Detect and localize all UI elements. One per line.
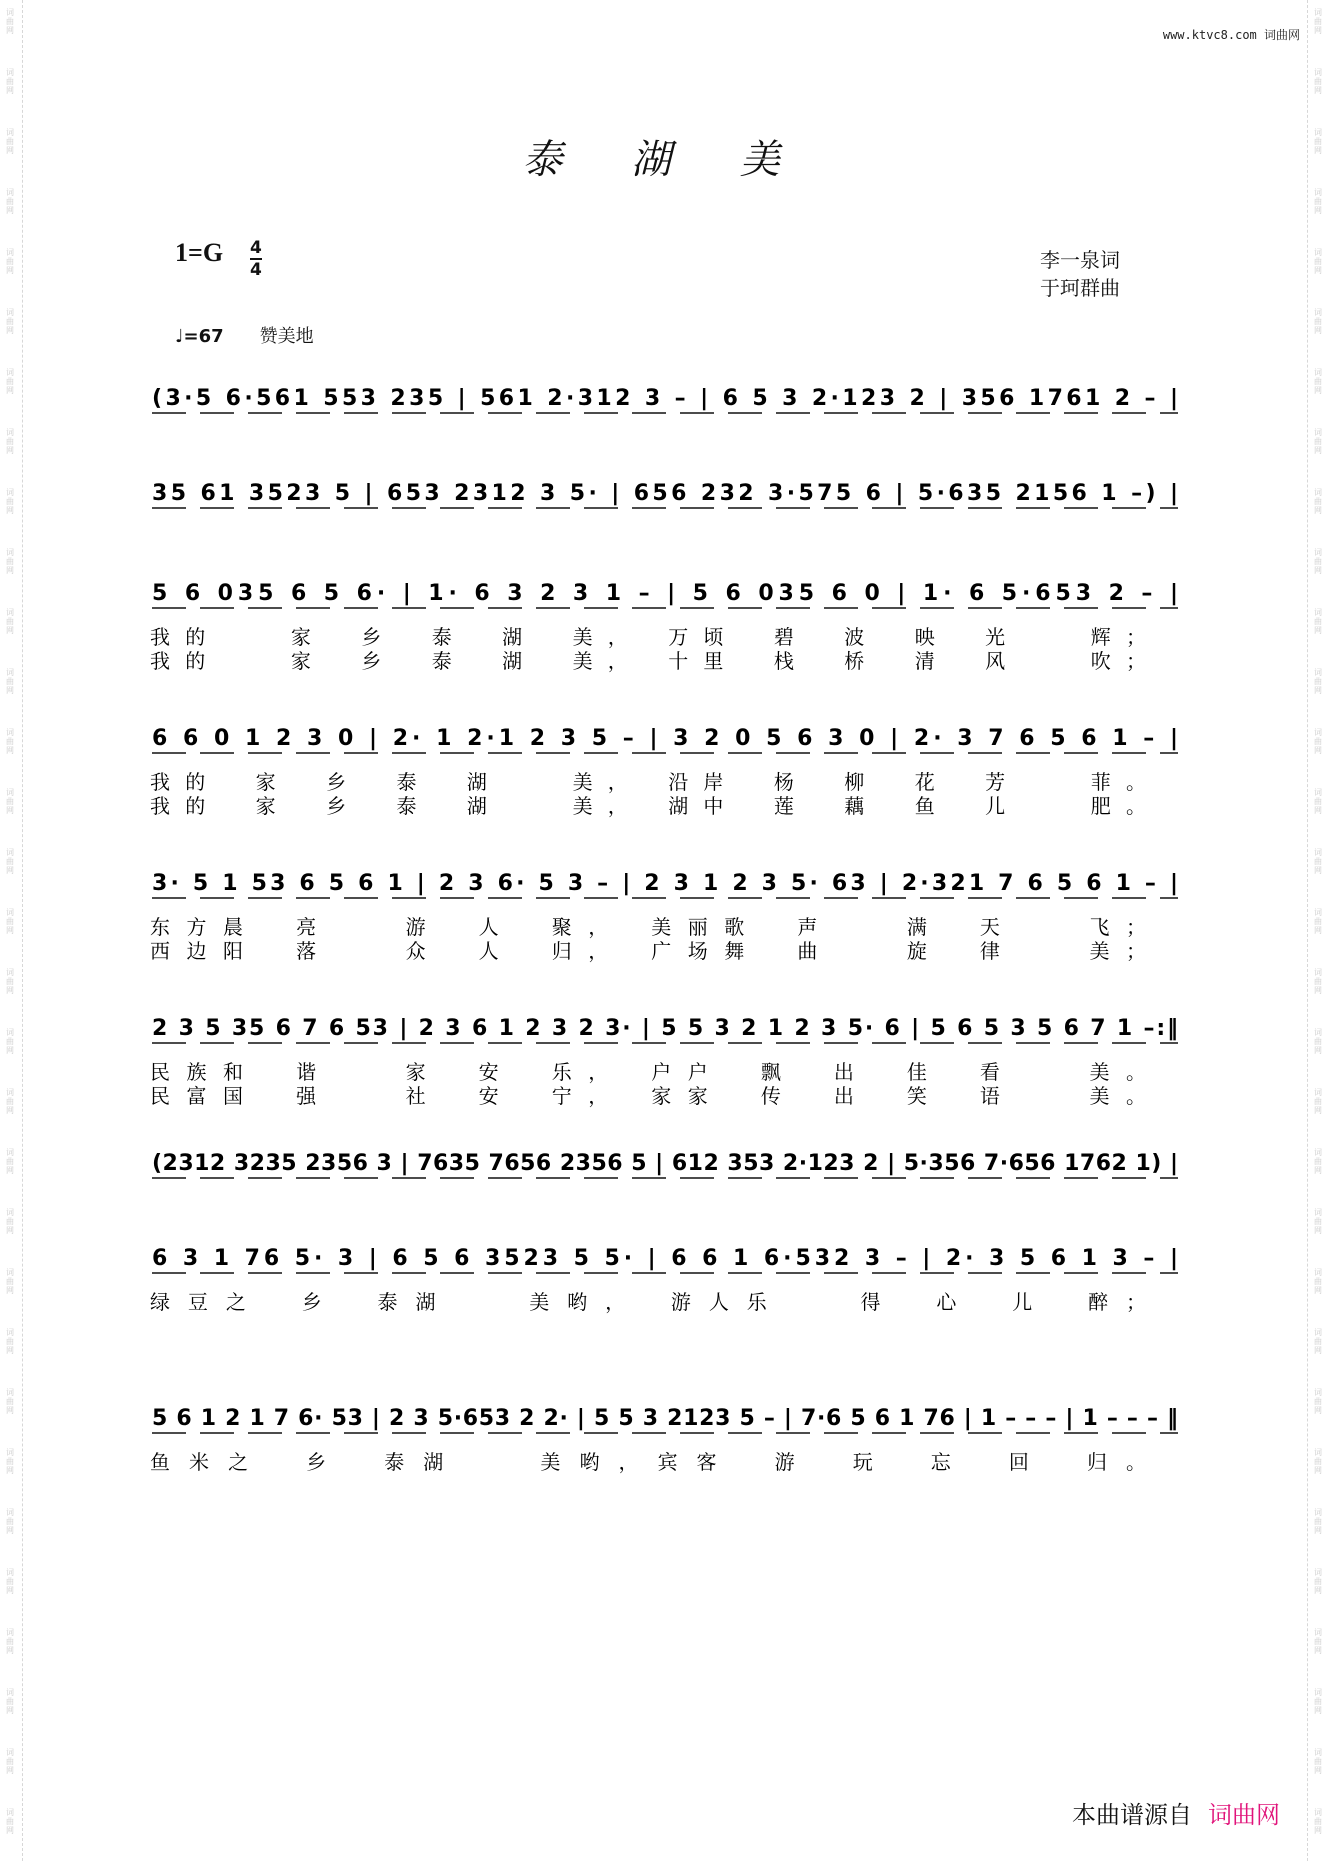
- lyric-line: 东方晨 亮 游 人 聚， 美丽歌 声 满 天 飞；: [150, 915, 1147, 939]
- watermark-text: 词曲网: [6, 1808, 14, 1835]
- watermark-text: 词曲网: [6, 428, 14, 455]
- watermark-text: 词曲网: [1314, 368, 1322, 395]
- watermark-text: 词曲网: [1314, 1508, 1322, 1535]
- score-row: [152, 481, 1178, 508]
- watermark-text: 词曲网: [1314, 188, 1322, 215]
- watermark-text: 词曲网: [1314, 8, 1322, 35]
- watermark-text: 词曲网: [1314, 668, 1322, 695]
- watermark-text: 词曲网: [6, 68, 14, 95]
- notation-line: 5 6 1 2 1 7 6· 53 | 2 3 5·653 2 2· | 5 5 3 2123 5 – | 7·6 5 6 1 76 | 1 – – – | 1 – – – ‖: [152, 1406, 1178, 1431]
- notation-line: 6 6 0 1 2 3 0 | 2· 1 2·1 2 3 5 – | 3 2 0 5 6 3 0 | 2· 3 7 6 5 6 1 – |: [152, 726, 1178, 751]
- watermark-text: 词曲网: [6, 668, 14, 695]
- watermark-text: 词曲网: [6, 908, 14, 935]
- watermark-text: 词曲网: [6, 788, 14, 815]
- lyric-line: 我的 家 乡 泰 湖 美， 十里 栈 桥 清 风 吹；: [150, 649, 1146, 673]
- watermark-text: 词曲网: [1314, 608, 1322, 635]
- score-row: [150, 581, 1178, 673]
- watermark-text: 词曲网: [1314, 1628, 1322, 1655]
- notation-line: 5 6 035 6 5 6· | 1· 6 3 2 3 1 – | 5 6 035 6 0 | 1· 6 5·653 2 – |: [152, 581, 1178, 606]
- footer-brand: 词曲网: [1208, 1801, 1280, 1829]
- watermark-text: 词曲网: [6, 1328, 14, 1355]
- watermark-text: 词曲网: [1314, 428, 1322, 455]
- watermark-text: 词曲网: [6, 548, 14, 575]
- tempo-marking: ♩=67 赞美地: [175, 326, 314, 347]
- watermark-text: 词曲网: [1314, 788, 1322, 815]
- lyricist: 李一泉词: [1040, 248, 1120, 272]
- watermark-text: 词曲网: [1314, 248, 1322, 275]
- notation-line: 6 3 1 76 5· 3 | 6 5 6 3523 5 5· | 6 6 1 6·532 3 – | 2· 3 5 6 1 3 – |: [152, 1246, 1179, 1271]
- watermark-text: 词曲网: [1314, 1448, 1322, 1475]
- watermark-text: 词曲网: [1314, 548, 1322, 575]
- expression-marking: 赞美地: [259, 326, 314, 347]
- key-signature: 1=G: [175, 238, 224, 267]
- watermark-text: 词曲网: [1314, 968, 1322, 995]
- watermark-text: 词曲网: [1314, 308, 1322, 335]
- watermark-text: 词曲网: [1314, 1388, 1322, 1415]
- score-row: [152, 386, 1178, 413]
- watermark-text: 词曲网: [1314, 1148, 1322, 1175]
- notation-line: 2 3 5 35 6 7 6 53 | 2 3 6 1 2 3 2 3· | 5 5 3 2 1 2 3 5· 6 | 5 6 5 3 5 6 7 1 –:‖: [152, 1016, 1179, 1041]
- score-row: [150, 726, 1178, 818]
- watermark-text: 词曲网: [6, 1688, 14, 1715]
- watermark-text: 词曲网: [1314, 848, 1322, 875]
- watermark-text: 词曲网: [1314, 908, 1322, 935]
- footer-source: 本曲谱源自 词曲网: [1072, 1801, 1280, 1829]
- watermark-text: 词曲网: [1314, 1028, 1322, 1055]
- watermark-text: 词曲网: [6, 968, 14, 995]
- watermark-text: 词曲网: [6, 8, 14, 35]
- score-row: [150, 1406, 1178, 1474]
- watermark-text: 词曲网: [6, 1388, 14, 1415]
- watermark-text: 词曲网: [1314, 728, 1322, 755]
- time-signature: 4 4: [250, 238, 262, 280]
- watermark-text: 词曲网: [1314, 1268, 1322, 1295]
- score-row: [150, 871, 1178, 963]
- watermark-text: 词曲网: [6, 1748, 14, 1775]
- watermark-text: 词曲网: [6, 128, 14, 155]
- watermark-text: 词曲网: [1314, 1748, 1322, 1775]
- lyric-line: 我的 家 乡 泰 湖 美， 湖中 莲 藕 鱼 儿 肥。: [150, 794, 1146, 818]
- lyric-line: 鱼米之 乡 泰湖 美哟，宾客 游 玩 忘 回 归。: [150, 1450, 1147, 1474]
- watermark-text: 词曲网: [6, 1088, 14, 1115]
- watermark-text: 词曲网: [1314, 1088, 1322, 1115]
- watermark-text: 词曲网: [6, 848, 14, 875]
- watermark-text: 词曲网: [6, 1208, 14, 1235]
- watermark-text: 词曲网: [6, 1448, 14, 1475]
- watermark-text: 词曲网: [1314, 488, 1322, 515]
- watermark-text: 词曲网: [6, 1508, 14, 1535]
- watermark-text: 词曲网: [6, 1628, 14, 1655]
- watermark-text: 词曲网: [1314, 1808, 1322, 1835]
- lyric-line: 绿豆之 乡 泰湖 美哟， 游人乐 得 心 儿 醉；: [150, 1290, 1146, 1314]
- notation-line: 3· 5 1 53 6 5 6 1 | 2 3 6· 5 3 – | 2 3 1 2 3 5· 63 | 2·321 7 6 5 6 1 – |: [152, 871, 1179, 896]
- lyric-line: 民族和 谐 家 安 乐， 户户 飘 出 佳 看 美。: [150, 1060, 1147, 1084]
- watermark-text: 词曲网: [1314, 1208, 1322, 1235]
- watermark-text: 词曲网: [6, 188, 14, 215]
- score-row: [150, 1246, 1178, 1314]
- watermark-text: 词曲网: [6, 608, 14, 635]
- watermark-text: 词曲网: [1314, 1688, 1322, 1715]
- composer: 于珂群曲: [1040, 276, 1120, 300]
- lyric-line: 西边阳 落 众 人 归， 广场舞 曲 旋 律 美；: [150, 939, 1147, 963]
- notation-line: (2312 3235 2356 3 | 7635 7656 2356 5 | 612 353 2·123 2 | 5·356 7·656 1762 1) |: [152, 1151, 1178, 1176]
- watermark-text: 词曲网: [6, 308, 14, 335]
- watermark-text: 词曲网: [6, 1148, 14, 1175]
- score-row: [150, 1016, 1178, 1108]
- watermark-text: 词曲网: [1314, 1568, 1322, 1595]
- watermark-text: 词曲网: [6, 368, 14, 395]
- watermark-text: 词曲网: [1314, 128, 1322, 155]
- watermark-text: 词曲网: [6, 1268, 14, 1295]
- watermark-text: 词曲网: [6, 488, 14, 515]
- notation-line: 35 61 3523 5 | 653 2312 3 5· | 656 232 3·575 6 | 5·635 2156 1 –) |: [152, 481, 1179, 506]
- lyric-line: 我的 家 乡 泰 湖 美， 沿岸 杨 柳 花 芳 菲。: [150, 770, 1146, 794]
- watermark-text: 词曲网: [6, 248, 14, 275]
- watermark-text: 词曲网: [1314, 68, 1322, 95]
- song-title: 泰 湖 美: [522, 137, 808, 183]
- lyric-line: 民富国 强 社 安 宁， 家家 传 出 笑 语 美。: [150, 1084, 1147, 1108]
- lyric-line: 我的 家 乡 泰 湖 美， 万顷 碧 波 映 光 辉；: [150, 625, 1146, 649]
- watermark-text: 词曲网: [1314, 1328, 1322, 1355]
- watermark-text: 词曲网: [6, 728, 14, 755]
- score-row: [152, 1151, 1178, 1178]
- watermark-text: 词曲网: [6, 1028, 14, 1055]
- watermark-text: 词曲网: [6, 1568, 14, 1595]
- site-url: www.ktvc8.com 词曲网: [1162, 28, 1300, 42]
- notation-line: (3·5 6·561 553 235 | 561 2·312 3 – | 6 5 3 2·123 2 | 356 1761 2 – |: [152, 386, 1179, 411]
